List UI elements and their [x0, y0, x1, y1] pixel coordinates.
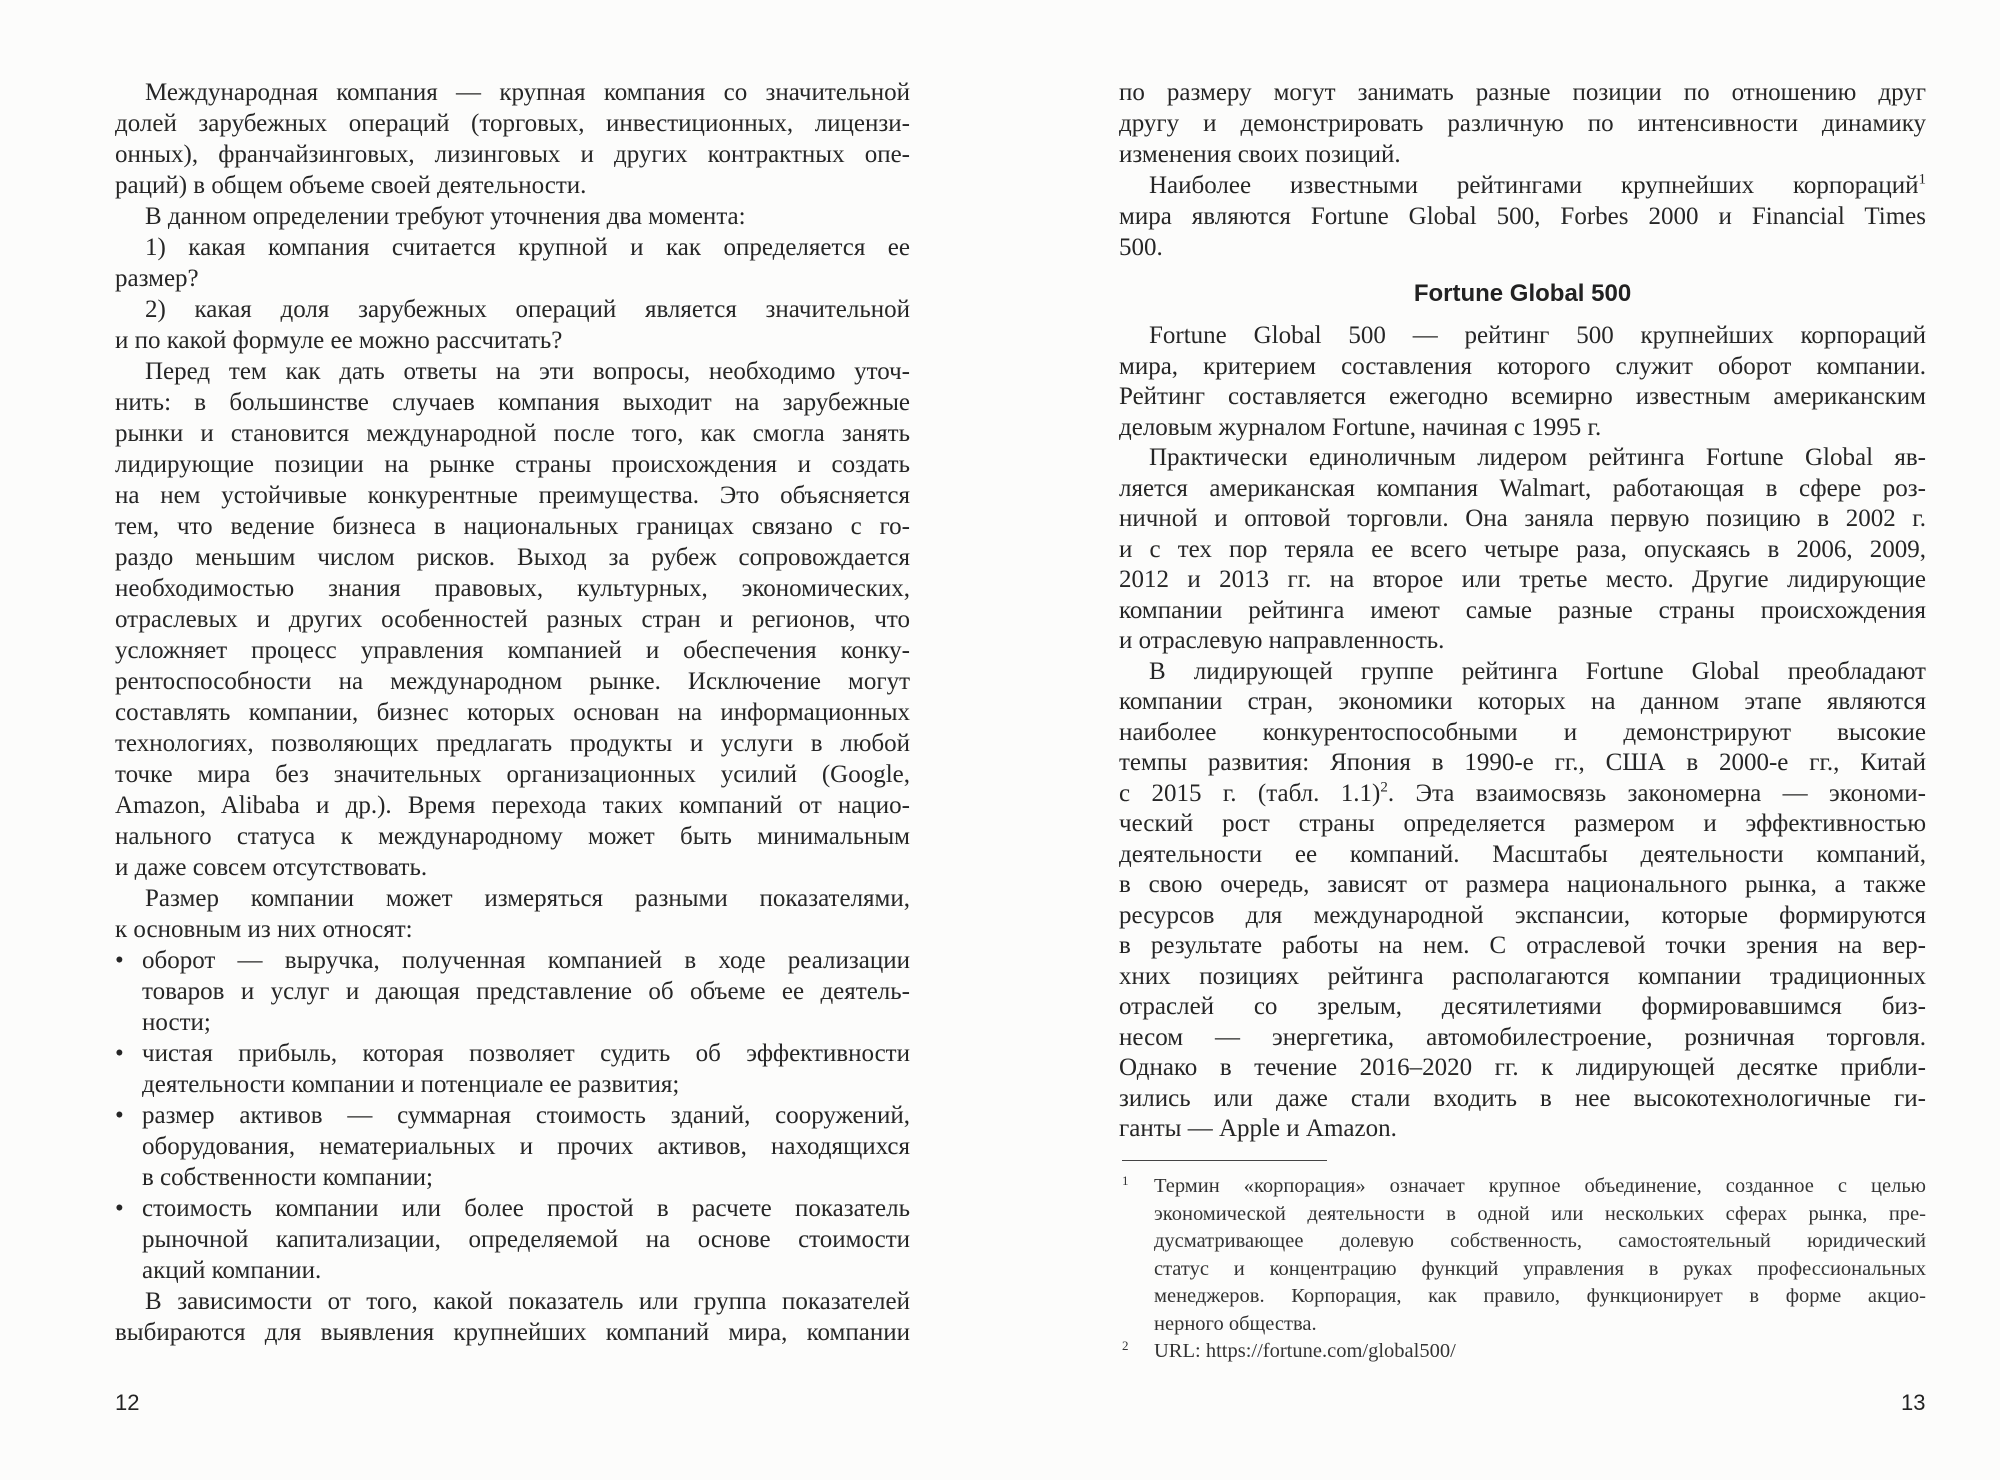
bullet-line: деятельности компании и потенциале ее развития; [142, 1071, 680, 1098]
bullet-line: товаров и услуг и дающая представление об объеме ее деятель- [142, 978, 910, 1005]
text-line: размер? [115, 265, 199, 292]
text-line: В лидирующей группе рейтинга Fortune Global преобладают [1149, 657, 1926, 685]
page-number-right: 13 [1901, 1390, 1926, 1415]
text-line: Рейтинг составляется ежегодно всемирно известным американским [1119, 383, 1926, 410]
right-page-intro [1119, 77, 1926, 263]
text-line: рентоспособности на международном рынке. Исключение могут [115, 668, 910, 695]
text-line: Размер компании может измеряться разными показателями, [145, 885, 910, 912]
text-line: лидирующие позиции на рынке страны происхождения и создать [115, 451, 910, 478]
text-line: ляется американская компания Walmart, работающая в сфере роз- [1119, 474, 1926, 502]
footnote-marker: 2 [1122, 1338, 1129, 1353]
text-line: по размеру могут занимать разные позиции по отношению друг [1119, 79, 1926, 106]
text-line: ничной и оптовой торговли. Она заняла первую позицию в 2002 г. [1119, 505, 1926, 532]
text-line: 500. [1119, 234, 1163, 261]
text-line: тем, что ведение бизнеса в национальных границах связано с го- [115, 513, 910, 540]
bullet-line: оборудования, нематериальных и прочих активов, находящихся [142, 1133, 910, 1160]
footnote-line: менеджеров. Корпорация, как правило, функционирует в форме акцио- [1154, 1285, 1926, 1307]
bullet-line: в собственности компании; [142, 1164, 433, 1191]
text-line: и даже совсем отсутствовать. [115, 854, 428, 881]
footnote-line: 2 URL: https://fortune.com/global500/ [1122, 1338, 1926, 1366]
bullet-line: рыночной капитализации, определяемой на основе стоимости [142, 1226, 910, 1253]
text-line: деятельности ее компаний. Масштабы деятельности компаний, [1119, 840, 1926, 868]
text-line: на нем устойчивые конкурентные преимущества. Это объясняется [115, 482, 910, 509]
footnote-line: статус и концентрацию функций управления в руках профессиональных [1154, 1257, 1926, 1280]
text-line: усложняет процесс управления компанией и обеспечения конку- [115, 637, 910, 664]
text-line: онных), франчайзинговых, лизинговых и других контрактных опе- [115, 141, 910, 168]
page-number-left: 12 [115, 1390, 140, 1415]
text-line: ганты — Apple и Amazon. [1119, 1115, 1397, 1142]
left-page-body [115, 77, 910, 1348]
text-line: В зависимости от того, какой показатель или группа показателей [145, 1288, 910, 1315]
text-line: отраслевых и других особенностей разных стран и регионов, что [115, 606, 910, 633]
text-line: нить: в большинстве случаев компания выходит на зарубежные [115, 389, 910, 416]
bullet-icon: • [115, 1040, 124, 1067]
bullet-icon: • [115, 1102, 124, 1129]
text-line: 2) какая доля зарубежных операций является значительной [145, 296, 910, 323]
text-line: в результате работы на нем. С отраслевой точки зрения на вер- [1119, 932, 1926, 959]
bullet-line: • оборот — выручка, полученная компанией в ходе реализации [115, 947, 910, 974]
footnote-line: 1 Термин «корпорация» означает крупное объединение, созданное с целью [1122, 1173, 1926, 1201]
text-line: Amazon, Alibaba и др.). Время перехода таких компаний от нацио- [115, 792, 910, 819]
text-line: в свою очередь, зависят от размера национального рынка, а также [1119, 871, 1926, 898]
bullet-line: • размер активов — суммарная стоимость зданий, сооружений, [115, 1102, 910, 1129]
bullet-line: • стоимость компании или более простой в расчете показатель [115, 1195, 910, 1222]
footnote-line: дусматривающее долевую собственность, самостоятельный юридический [1154, 1230, 1926, 1252]
text-line: к основным из них относят: [115, 916, 413, 943]
text-line: изменения своих позиций. [1119, 141, 1401, 168]
text-line: несом — энергетика, автомобилестроение, розничная торговля. [1119, 1023, 1926, 1051]
text-line: необходимостью знания правовых, культурных, экономических, [115, 575, 910, 602]
text-line: 2012 и 2013 гг. на второе или третье место. Другие лидирующие [1119, 566, 1926, 593]
bullet-line: акций компании. [142, 1257, 322, 1284]
bullet-line: ности; [142, 1009, 211, 1036]
text-line: технологиях, позволяющих предлагать продукты и услуги в любой [115, 730, 910, 757]
text-line: и по какой формуле ее можно рассчитать? [115, 327, 563, 354]
text-line: наиболее конкурентоспособными и демонстрируют высокие [1119, 718, 1926, 746]
text-line: выбираются для выявления крупнейших компаний мира, компании [115, 1319, 910, 1346]
text-line: Однако в течение 2016–2020 гг. к лидирующей десятке прибли- [1119, 1054, 1926, 1081]
text-line: с 2015 г. (табл. 1.1)$^2$. Эта взаимосвязь закономерна — экономи- [1119, 779, 1926, 807]
bullet-icon: • [115, 947, 124, 974]
text-line: Международная компания — крупная компания со значительной [145, 79, 910, 106]
text-line: другу и демонстрировать различную по интенсивности динамику [1119, 110, 1926, 137]
footnote-divider [1122, 1160, 1327, 1161]
text-line: нального статуса к международному может быть минимальным [115, 823, 910, 850]
text-line: Fortune Global 500 — рейтинг 500 крупнейших корпораций [1149, 322, 1926, 349]
text-line: компании стран, экономики которых на данном этапе являются [1119, 688, 1926, 715]
text-line: зились или даже стали входить в нее высокотехнологичные ги- [1119, 1084, 1926, 1112]
text-line: Практически единоличным лидером рейтинга Fortune Global яв- [1149, 444, 1926, 471]
text-line: деловым журналом Fortune, начиная с 1995 г. [1119, 413, 1602, 441]
text-line: компании рейтинга имеют самые разные страны происхождения [1119, 596, 1926, 624]
text-line: рынки и становится международной после того, как смогла занять [115, 420, 910, 447]
text-line: точке мира без значительных организационных усилий (Google, [115, 761, 910, 788]
text-line: раций) в общем объеме своей деятельности. [115, 172, 587, 199]
text-line: составлять компании, бизнес которых основан на информационных [115, 699, 910, 726]
footnote-line: экономической деятельности в одной или нескольких сферах рынка, пре- [1154, 1202, 1926, 1225]
text-line: Перед тем как дать ответы на эти вопросы, необходимо уточ- [145, 358, 910, 385]
text-line: долей зарубежных операций (торговых, инвестиционных, лицензи- [115, 110, 910, 137]
footnote-line: нерного общества. [1154, 1312, 1317, 1335]
text-line: мира являются Fortune Global 500, Forbes 2000 и Financial Times [1119, 203, 1926, 230]
text-line: раздо меньшим числом рисков. Выход за рубеж сопровождается [115, 544, 910, 571]
text-line: 1) какая компания считается крупной и как определяется ее [145, 234, 910, 261]
text-line: темпы развития: Япония в 1990-е гг., США в 2000-е гг., Китай [1119, 749, 1926, 776]
section-heading: Fortune Global 500 [1413, 280, 1632, 307]
right-page-body [1119, 321, 1926, 1145]
text-line: Наиболее известными рейтингами крупнейших корпораций$^1$ [1149, 171, 1926, 199]
footnote-marker: 1 [1122, 1173, 1129, 1188]
text-line: ческий рост страны определяется размером и эффективностью [1119, 810, 1926, 837]
text-line: и отраслевую направленность. [1119, 627, 1445, 654]
text-line: ресурсов для международной экспансии, которые формируются [1119, 901, 1926, 929]
text-line: мира, критерием составления которого служит оборот компании. [1119, 352, 1926, 380]
text-line: и с тех пор теряла ее всего четыре раза, опускаясь в 2006, 2009, [1119, 535, 1926, 563]
text-line: отраслей со зрелым, десятилетиями формировавшимся биз- [1119, 993, 1926, 1020]
bullet-line: • чистая прибыль, которая позволяет судить об эффективности [115, 1040, 910, 1067]
bullet-icon: • [115, 1195, 124, 1222]
text-line: В данном определении требуют уточнения два момента: [145, 203, 746, 230]
footnotes [1122, 1173, 1926, 1366]
text-line: хних позициях рейтинга располагаются компании традиционных [1119, 962, 1926, 990]
